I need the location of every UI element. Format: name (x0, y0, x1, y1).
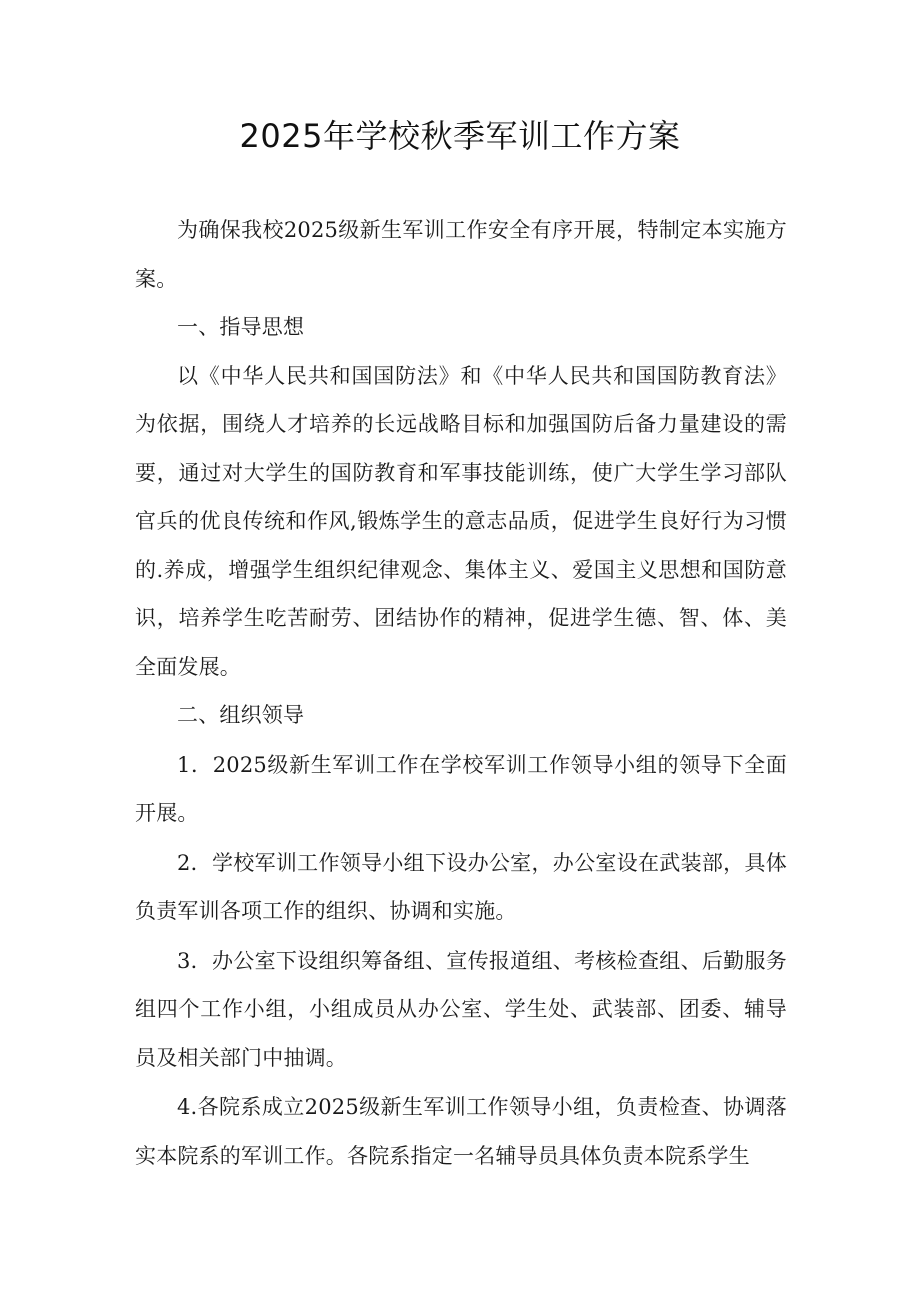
organization-item-4: 4.各院系成立2025级新生军训工作领导小组，负责检查、协调落实本院系的军训工作。各院系指定一名辅导员具体负责本院系学生 (135, 1095, 787, 1168)
organization-item-1: 1．2025级新生军训工作在学校军训工作领导小组的领导下全面开展。 (135, 752, 787, 825)
document-body (135, 206, 787, 1180)
section-heading-guiding-ideology: 一、指导思想 (177, 315, 305, 339)
organization-item-2: 2．学校军训工作领导小组下设办公室，办公室设在武装部，具体负责军训各项工作的组织、协调和实施。 (135, 850, 787, 923)
section-heading-organization: 二、组织领导 (177, 703, 305, 727)
intro-paragraph: 为确保我校2025级新生军训工作安全有序开展，特制定本实施方案。 (135, 218, 787, 291)
guiding-ideology-paragraph: 以《中华人民共和国国防法》和《中华人民共和国国防教育法》为依据，围绕人才培养的长远战略目标和加强国防后备力量建设的需要，通过对大学生的国防教育和军事技能训练，使广大学生学习部队官兵的优良传统和作风,锻炼学生的意志品质，促进学生良好行为习惯的.养成，增强学生组织纪律观念、集体主义、爱国主义思想和国防意识，培养学生吃苦耐劳、团结协作的精神，促进学生德、智、体、美全面发展。 (135, 363, 787, 679)
document-title: 2025年学校秋季军训工作方案 (239, 117, 681, 155)
organization-item-3: 3．办公室下设组织筹备组、宣传报道组、考核检查组、后勤服务组四个工作小组，小组成员从办公室、学生处、武装部、团委、辅导员及相关部门中抽调。 (135, 948, 787, 1070)
